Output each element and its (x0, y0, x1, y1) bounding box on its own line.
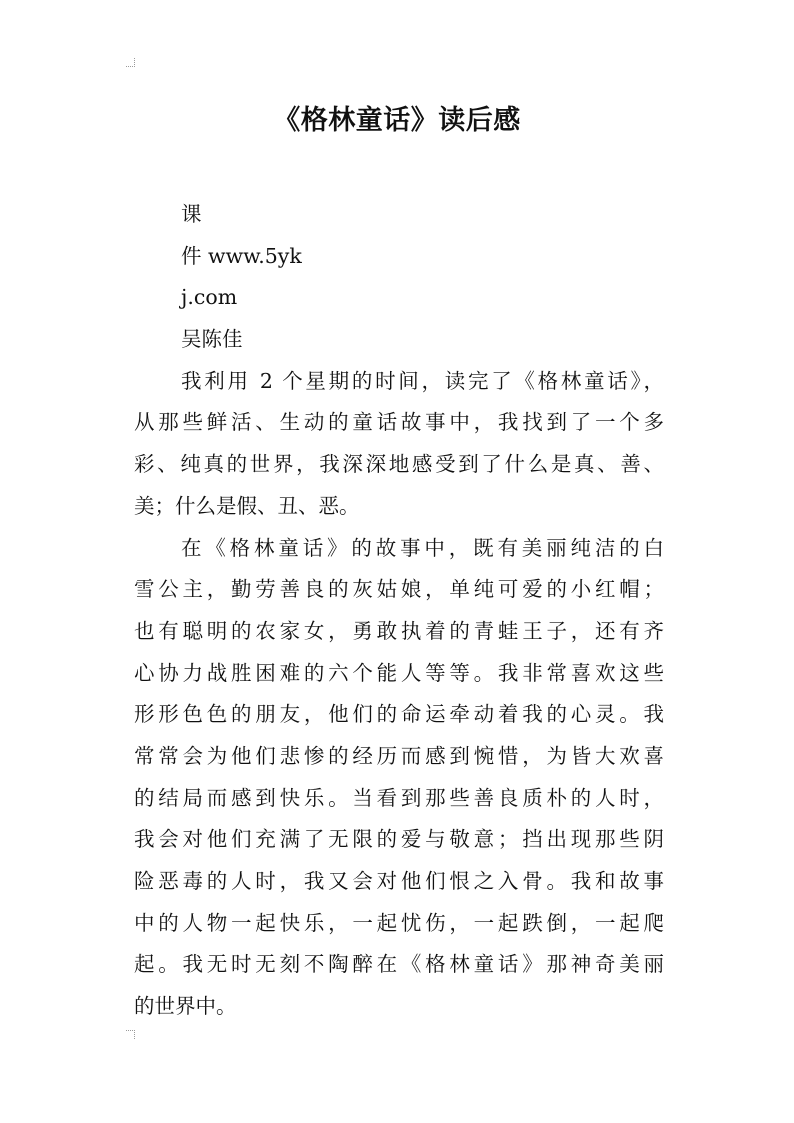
text-line: 美；什么是假、丑、恶。 (134, 493, 360, 518)
text-line: 彩、纯真的世界，我深深地感受到了什么是真、善、 (134, 452, 664, 477)
text-line: 的结局而感到快乐。当看到那些善良质朴的人时， (134, 785, 664, 810)
text-line: 也有聪明的农家女，勇敢执着的青蛙王子，还有齐 (134, 618, 664, 643)
text-line: 中的人物一起快乐，一起忧伤，一起跌倒，一起爬 (134, 910, 664, 935)
text-line: 我利用 2 个星期的时间，读完了《格林童话》， (181, 368, 664, 393)
text-line: 课 (181, 202, 202, 226)
text-line: 吴陈佳 (181, 327, 243, 352)
document-title: 《格林童话》读后感 (273, 105, 521, 136)
text-line: 常常会为他们悲惨的经历而感到惋惜，为皆大欢喜 (134, 743, 664, 768)
crop-mark-bottom-left (126, 1030, 135, 1039)
text-line: 心协力战胜困难的六个能人等等。我非常喜欢这些 (134, 660, 664, 685)
text-line: 起。我无时无刻不陶醉在《格林童话》那神奇美丽 (134, 952, 664, 977)
text-line: 在《格林童话》的故事中，既有美丽纯洁的白 (181, 535, 664, 560)
text-line: 我会对他们充满了无限的爱与敬意；挡出现那些阴 (134, 827, 664, 852)
text-line: 雪公主，勤劳善良的灰姑娘，单纯可爱的小红帽； (134, 577, 664, 602)
text-line: 的世界中。 (134, 994, 237, 1019)
text-line: 险恶毒的人时，我又会对他们恨之入骨。我和故事 (134, 869, 664, 893)
crop-mark-top-left (126, 58, 135, 67)
text-line: 形形色色的朋友，他们的命运牵动着我的心灵。我 (134, 702, 664, 727)
text-line: 件 www.5yk (181, 243, 302, 268)
text-line: 从那些鲜活、生动的童话故事中，我找到了一个多 (134, 410, 664, 435)
document-body (134, 194, 664, 1028)
text-line: j.com (181, 285, 238, 310)
